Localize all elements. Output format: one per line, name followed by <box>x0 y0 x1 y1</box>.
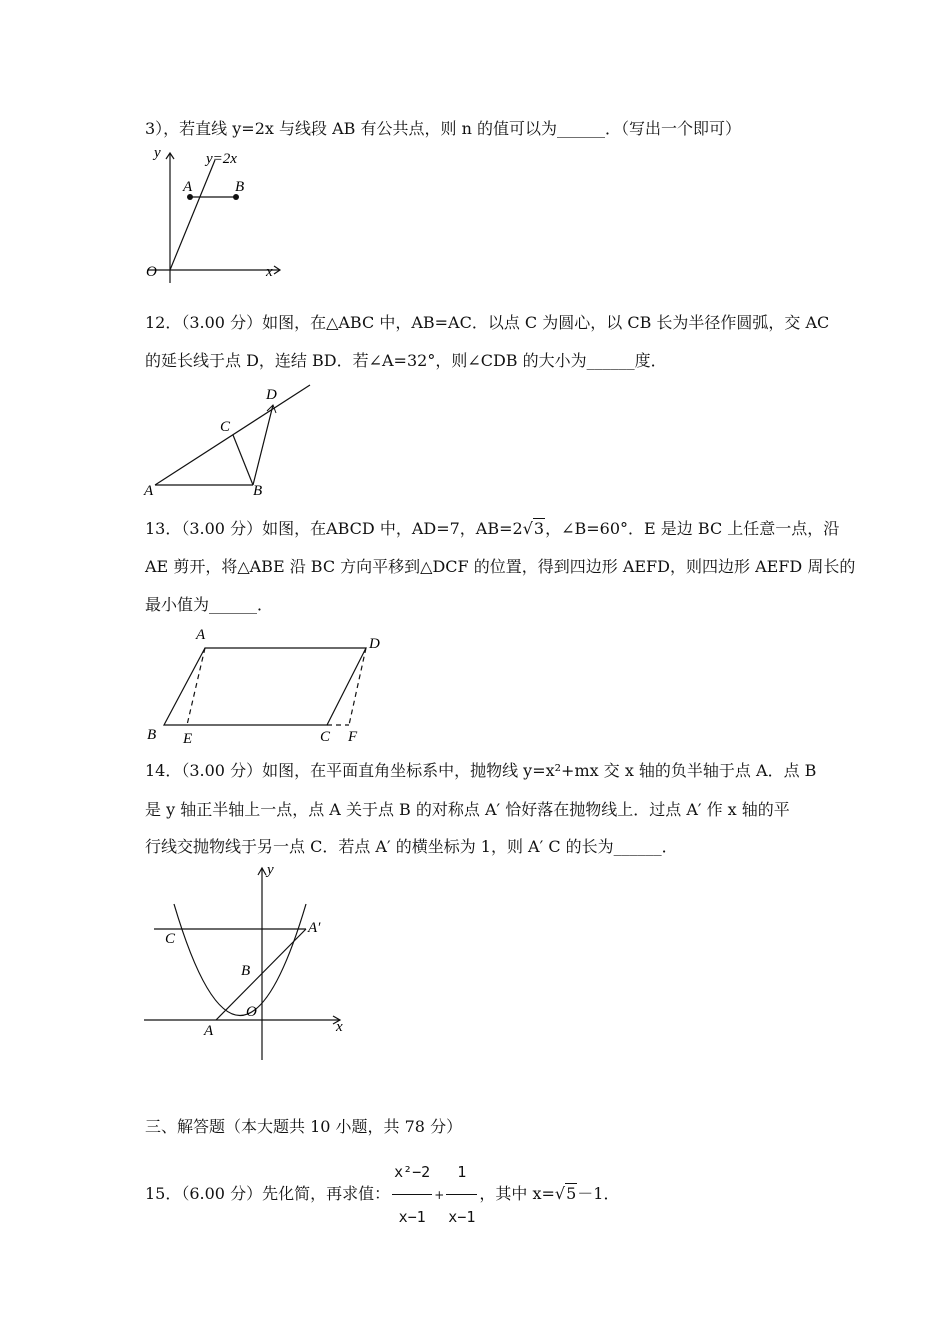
q14-label-o: O <box>246 1004 257 1020</box>
q11-label-line: y=2x <box>206 151 237 167</box>
q14-label-b: B <box>241 963 251 979</box>
q14-label-a-prime: A′ <box>308 920 321 936</box>
q11-label-a: A <box>183 179 193 195</box>
q12-label-a: A <box>144 483 154 499</box>
q13-radicand: 3 <box>533 519 545 538</box>
q11-label-o: O <box>146 264 157 280</box>
q13-line-2: AE 剪开，将△ABE 沿 BC 方向平移到△DCF 的位置，得到四边形 AEFD，则四边形 AEFD 周长的 <box>145 557 856 576</box>
q12-label-d: D <box>266 387 277 403</box>
q13-label-a: A <box>196 627 206 643</box>
q15-line: 15．（6.00 分）先化简，再求值： $\frac{\text{x²−2}}{x-1}$ + $\frac{1}{x-1}$ ，其中 x=√5－1． <box>145 1150 619 1239</box>
q11-label-b: B <box>235 179 245 195</box>
q11-label-y: y <box>154 145 161 161</box>
q12-line-1: 12．（3.00 分）如图，在△ABC 中，AB=AC．以点 C 为圆心，以 CB 长为半径作圆弧，交 AC <box>145 313 830 332</box>
section-3-heading: 三、解答题（本大题共 10 小题，共 78 分） <box>145 1117 463 1136</box>
q13-label-e: E <box>183 731 193 747</box>
q13-label-d: D <box>369 636 380 652</box>
q11-figure <box>140 145 290 285</box>
q14-line-3: 行线交抛物线于另一点 C．若点 A′ 的横坐标为 1，则 A′ C 的长为______． <box>145 837 678 856</box>
q13-label-f: F <box>348 729 358 745</box>
q15-fraction-2: $\frac{1}{x-1}$ <box>446 1150 477 1239</box>
q14-label-x: x <box>336 1019 343 1035</box>
q13-label-c: C <box>320 729 331 745</box>
q13-label-b: B <box>147 727 157 743</box>
q14-line-2: 是 y 轴正半轴上一点，点 A 关于点 B 的对称点 A′ 恰好落在抛物线上．过点 A′ 作 x 轴的平 <box>145 800 790 819</box>
q12-label-c: C <box>220 419 231 435</box>
q12-line-2: 的延长线于点 D，连结 BD．若∠A=32°，则∠CDB 的大小为______度． <box>145 351 667 370</box>
q15-radicand: 5 <box>566 1184 577 1203</box>
q14-label-a: A <box>204 1023 214 1039</box>
q13-line-3: 最小值为______． <box>145 595 274 614</box>
q12-figure <box>140 380 320 500</box>
q14-figure <box>140 862 360 1062</box>
q15-fraction-1: $\frac{\text{x²−2}}{x-1}$ <box>392 1150 432 1239</box>
q11-label-x: x <box>266 264 273 280</box>
q12-label-b: B <box>253 483 263 499</box>
q13-figure <box>140 625 400 750</box>
q14-line-1: 14．（3.00 分）如图，在平面直角坐标系中，抛物线 y=x²+mx 交 x 轴的负半轴于点 A．点 B <box>145 761 817 780</box>
q13-line-1: 13．（3.00 分）如图，在ABCD 中，AD=7，AB=2√3，∠B=60°．E 是边 BC 上任意一点，沿 <box>145 519 840 538</box>
q14-label-y: y <box>267 862 274 878</box>
q11-text: 3），若直线 y=2x 与线段 AB 有公共点，则 n 的值可以为______．（写出一个即可） <box>145 119 741 138</box>
q14-label-c: C <box>165 931 176 947</box>
